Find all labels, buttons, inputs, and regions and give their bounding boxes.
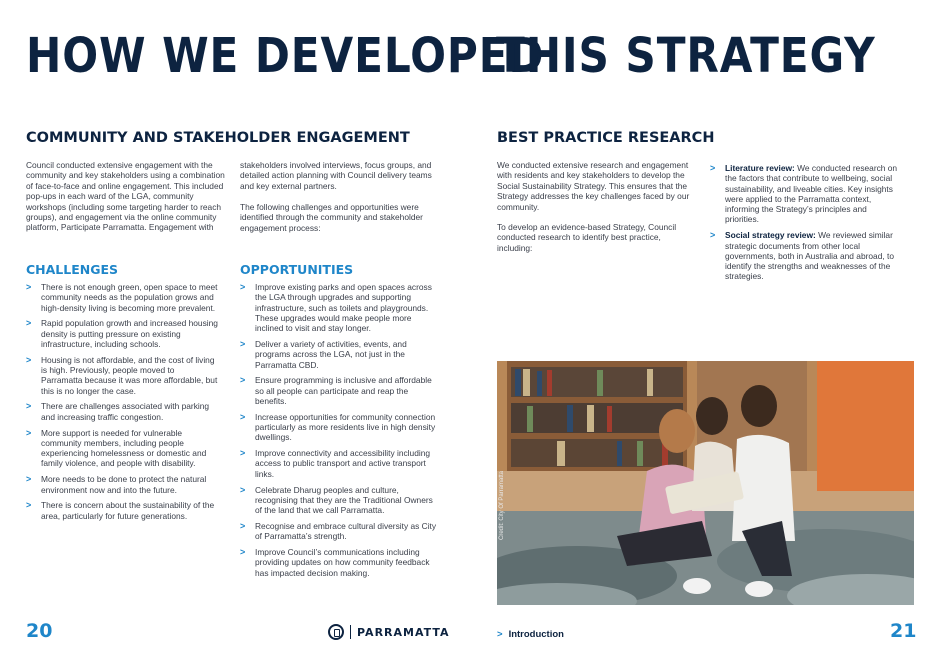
challenge-item: [26, 401, 218, 422]
research-item-text: We conducted research on the factors that contribute to wellbeing, social sustainability, and liveable cities. Key insights were applied to the Parramatta context, informing the Strategy’s principles and priorities.: [725, 163, 898, 225]
parramatta-logo: [328, 624, 450, 640]
community-heading: COMMUNITY AND STAKEHOLDER ENGAGEMENT: [26, 130, 410, 146]
chevron-right-icon: >: [240, 520, 246, 531]
challenge-item-text: There is concern about the sustainability of the area, particularly for future generations.: [41, 500, 215, 521]
research-list: [710, 163, 902, 287]
community-para-2: stakeholders involved interviews, focus groups, and detailed action planning with Council delivery teams and key external partners.: [240, 160, 432, 191]
challenges-heading: CHALLENGES: [26, 262, 119, 277]
chevron-right-icon: >: [26, 282, 32, 292]
logo-text: PARRAMATTA: [357, 625, 450, 639]
opportunity-item: [240, 521, 440, 542]
chevron-right-icon: >: [497, 629, 503, 640]
research-item: [710, 230, 902, 281]
opportunities-heading: OPPORTUNITIES: [240, 262, 354, 277]
challenge-item: [26, 428, 218, 469]
parramatta-logo-icon: [328, 624, 344, 640]
chevron-right-icon: >: [26, 474, 32, 485]
chevron-right-icon: >: [240, 547, 246, 558]
chevron-right-icon: >: [26, 500, 32, 511]
opportunity-item: [240, 339, 440, 370]
opportunity-item: [240, 282, 440, 333]
page-number-left: 20: [26, 620, 53, 642]
chevron-right-icon: >: [26, 318, 32, 329]
photo-credit: Credit: City Of Parramatta: [499, 470, 505, 540]
chevron-right-icon: >: [240, 375, 246, 386]
opportunity-item-text: Celebrate Dharug peoples and culture, recognising that they are the Traditional Owners of the land that we call Parramatta.: [255, 484, 433, 516]
challenge-item: [26, 474, 218, 495]
opportunity-item: [240, 375, 440, 406]
chevron-right-icon: >: [240, 448, 246, 459]
challenge-item: [26, 318, 218, 349]
opportunity-item-text: Improve existing parks and open spaces across the LGA through upgrades and supporting infrastructure, such as toilets and playgrounds. These upgrades would make people more inclined to visit and stay longer.: [255, 282, 432, 334]
challenge-item-text: More needs to be done to protect the natural environment now and into the future.: [41, 474, 207, 495]
opportunities-list: [240, 282, 440, 583]
research-para-2: To develop an evidence-based Strategy, Council conducted research to identify best practice, including:: [497, 222, 677, 253]
challenge-item: [26, 355, 218, 396]
opportunity-item: [240, 412, 440, 443]
research-item: [710, 163, 902, 225]
opportunity-item-text: Recognise and embrace cultural diversity as City of Parramatta’s strength.: [255, 520, 437, 542]
community-para-3: The following challenges and opportunities were identified through the community and stakeholder engagement process:: [240, 202, 423, 233]
challenge-item-text: Rapid population growth and increased housing density is putting pressure on existing infrastructure, including schools.: [41, 318, 218, 349]
opportunity-item-text: Ensure programming is inclusive and affordable so all people can participate and reap the benefits.: [255, 375, 432, 406]
logo-divider: [350, 625, 351, 639]
title-right: THIS STRATEGY: [496, 28, 876, 84]
children-reading-photo: [497, 361, 914, 605]
challenge-item-text: More support is needed for vulnerable community members, including people experiencing homelessness or domestic and family violence, and people with disability.: [41, 427, 207, 469]
chevron-right-icon: >: [240, 411, 246, 422]
opportunity-item: [240, 448, 440, 479]
opportunity-item-text: Improve Council’s communications including providing updates on how community feedback has impacted decision making.: [255, 547, 430, 578]
research-item-lead: Social strategy review:: [725, 230, 816, 241]
chevron-right-icon: >: [240, 282, 246, 292]
page-number-right: 21: [890, 620, 917, 642]
challenge-item-text: Housing is not affordable, and the cost of living is high. Previously, people moved to Parramatta because it was more affordable, but this is no longer the case.: [41, 354, 218, 396]
opportunity-item-text: Increase opportunities for community connection particularly as more residents live in high density dwellings.: [255, 411, 436, 443]
title-left: HOW WE DEVELOPED: [26, 28, 545, 84]
chevron-right-icon: >: [26, 401, 32, 412]
chevron-right-icon: >: [26, 354, 32, 365]
chevron-right-icon: >: [240, 484, 246, 495]
opportunity-item: [240, 485, 440, 516]
research-para-1: We conducted extensive research and engagement with residents and key stakeholders to develop the Social Sustainability Strategy. This ensures that the Strategy addresses the key challenges faced by our community.: [497, 160, 690, 212]
section-link[interactable]: [497, 629, 564, 640]
challenge-item: [26, 500, 218, 521]
research-item-lead: Literature review:: [725, 163, 795, 173]
opportunity-item-text: Deliver a variety of activities, events, and programs across the LGA, not just in the Parramatta CBD.: [255, 338, 407, 370]
challenge-item-text: There are challenges associated with parking and increasing traffic congestion.: [41, 401, 210, 422]
challenge-item-text: There is not enough green, open space to meet community needs as the population grows and high-density living is becoming more prevalent.: [41, 282, 218, 313]
challenges-list: [26, 282, 218, 526]
challenge-item: [26, 282, 218, 313]
research-item-text: We reviewed similar strategic documents from other local governments, both in Australia and abroad, to identify the strengths and weaknesses of the strategies.: [725, 230, 895, 282]
community-para-1: Council conducted extensive engagement with the community and key stakeholders using a combination of face-to-face and online engagement. This included pop-ups in each ward of the LGA, community workshops (including some targeting harder to reach groups), and engagement via the online community platform, Participate Parramatta. Engagement with: [26, 160, 225, 233]
opportunity-item: [240, 547, 440, 578]
chevron-right-icon: >: [240, 338, 246, 349]
research-heading: BEST PRACTICE RESEARCH: [497, 130, 715, 146]
chevron-right-icon: >: [26, 427, 32, 438]
chevron-right-icon: >: [710, 230, 716, 241]
opportunity-item-text: Improve connectivity and accessibility including access to public transport and active transport links.: [255, 448, 431, 479]
chevron-right-icon: >: [710, 163, 716, 173]
section-link-label: Introduction: [508, 629, 564, 640]
